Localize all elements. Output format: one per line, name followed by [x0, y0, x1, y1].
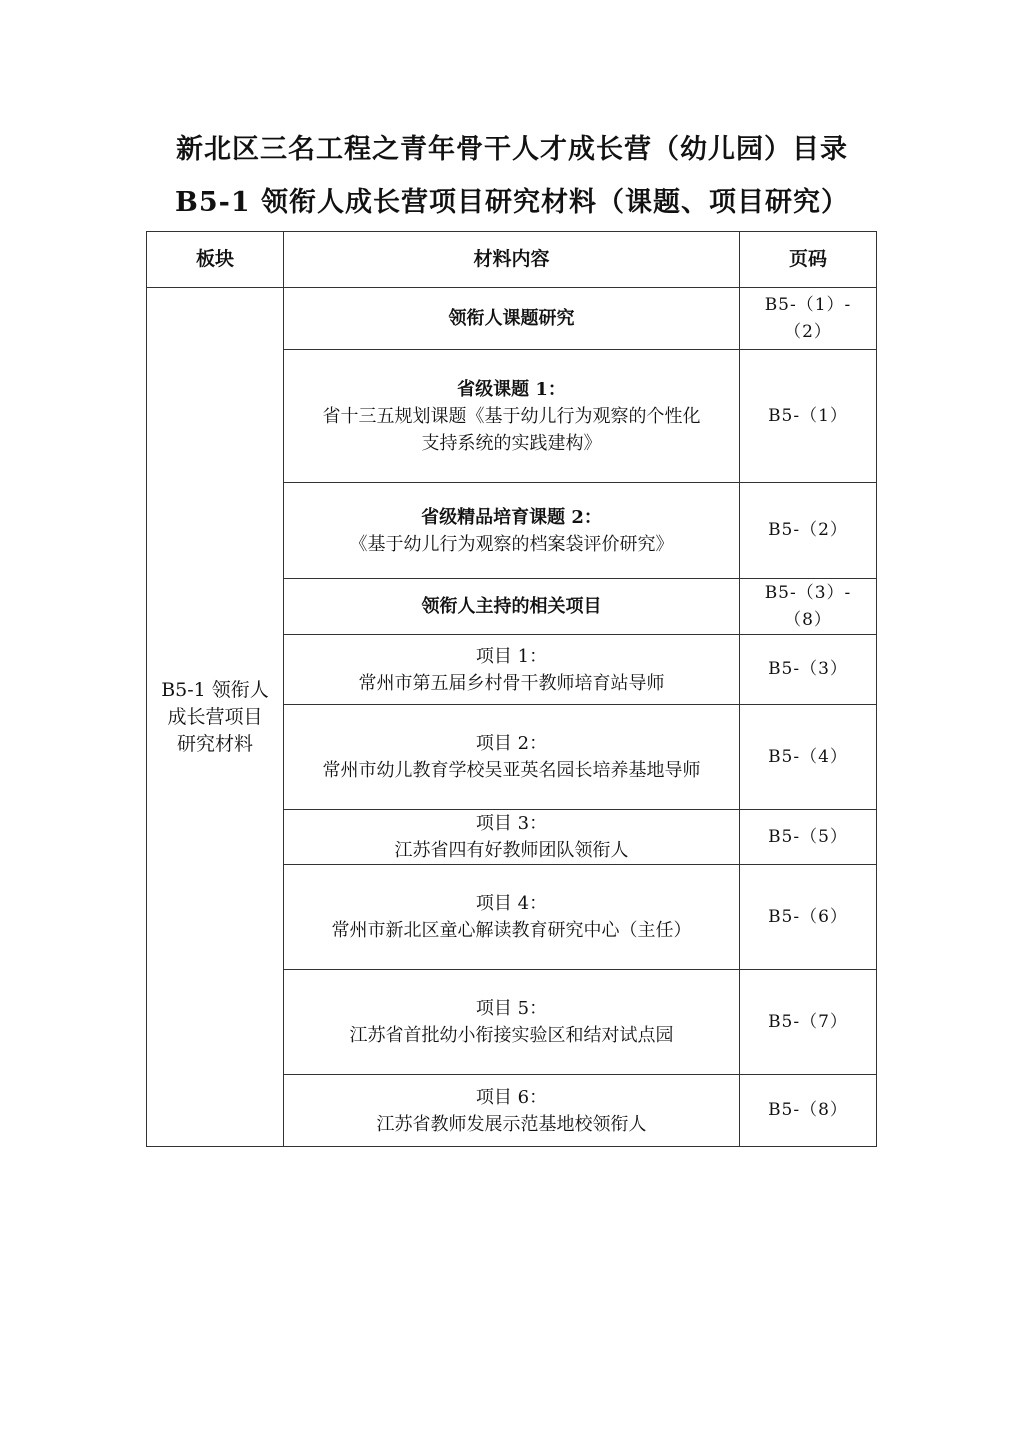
content-cell [284, 1075, 740, 1147]
document-title: 新北区三名工程之青年骨干人才成长营（幼儿园）目录 [176, 134, 848, 165]
page-cell: B5-（8） [740, 1075, 877, 1147]
page-cell: B5-（4） [740, 705, 877, 810]
content-cell [284, 635, 740, 705]
column-header-page: 页码 [740, 232, 877, 288]
document-subtitle: B5-1 领衔人成长营项目研究材料（课题、项目研究） [175, 187, 849, 218]
page-cell: B5-（1） [740, 350, 877, 483]
content-text: 项目 3： [475, 813, 548, 834]
table-row [147, 288, 877, 350]
page-cell: B5-（7） [740, 970, 877, 1075]
content-cell [284, 350, 740, 483]
column-header-content: 材料内容 [284, 232, 740, 288]
content-cell [284, 483, 740, 579]
block-label-cell [147, 288, 284, 1147]
content-text: 江苏省四有好教师团队领衔人 [394, 840, 629, 861]
content-heading: 领衔人课题研究 [448, 308, 575, 329]
content-text: 省十三五规划课题《基于幼儿行为观察的个性化 [322, 405, 701, 427]
content-text: 《基于幼儿行为观察的档案袋评价研究》 [349, 533, 674, 555]
content-text: 项目 5： [475, 998, 548, 1019]
page-cell: B5-（3） [740, 635, 877, 705]
content-cell [284, 288, 740, 350]
block-label-line: 成长营项目 [167, 705, 263, 728]
content-cell [284, 705, 740, 810]
content-cell [284, 579, 740, 635]
content-text: 江苏省首批幼小衔接实验区和结对试点园 [349, 1025, 674, 1046]
content-heading: 省级精品培育课题 2： [421, 506, 602, 528]
block-label-line: 研究材料 [176, 732, 253, 755]
page-cell: B5-（3）-（8） [740, 579, 877, 635]
content-text: 项目 1： [475, 645, 548, 667]
content-text: 江苏省教师发展示范基地校领衔人 [376, 1113, 647, 1135]
content-text: 支持系统的实践建构》 [421, 432, 602, 454]
content-text: 常州市新北区童心解读教育研究中心（主任） [331, 920, 692, 941]
block-label-line: B5-1 领衔人 [161, 678, 269, 701]
table-header-row [147, 232, 877, 288]
content-heading: 省级课题 1： [457, 378, 566, 400]
content-text: 常州市第五届乡村骨干教师培育站导师 [358, 672, 665, 694]
content-heading: 领衔人主持的相关项目 [421, 596, 602, 617]
content-cell [284, 865, 740, 970]
content-text: 常州市幼儿教育学校吴亚英名园长培养基地导师 [322, 760, 701, 781]
content-text: 项目 6： [475, 1086, 548, 1108]
page-cell: B5-（2） [740, 483, 877, 579]
page-cell: B5-（5） [740, 810, 877, 865]
content-text: 项目 4： [475, 893, 548, 914]
contents-table [146, 231, 877, 1147]
page-cell: B5-（1）-（2） [740, 288, 877, 350]
content-text: 项目 2： [475, 733, 548, 754]
page-cell: B5-（6） [740, 865, 877, 970]
content-cell [284, 970, 740, 1075]
content-cell [284, 810, 740, 865]
column-header-block: 板块 [147, 232, 284, 288]
